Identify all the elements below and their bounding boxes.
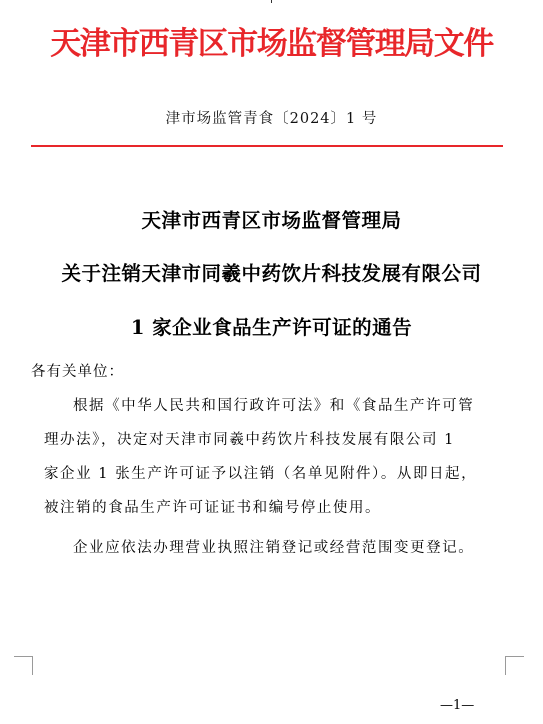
paragraph-1-line-3: 家企业 1 张生产许可证予以注销（名单见附件）。从即日起，: [44, 466, 478, 482]
crop-mark-bottom-left: [14, 656, 33, 675]
title-line-2: 关于注销天津市同羲中药饮片科技发展有限公司: [61, 262, 482, 285]
document-number: 津市场监管青食〔2024〕1 号: [165, 111, 378, 127]
issuer-red-header: 天津市西青区市场监督管理局文件: [50, 26, 493, 62]
paragraph-2: 企业应依法办理营业执照注销登记或经营范围变更登记。: [73, 540, 475, 556]
red-separator-line: [31, 145, 503, 147]
title-line-1: 天津市西青区市场监督管理局: [141, 209, 402, 232]
salutation: 各有关单位：: [31, 364, 124, 380]
top-margin-tick: [271, 0, 272, 3]
paragraph-1-line-2: 理办法》，决定对天津市同羲中药饮片科技发展有限公司 1: [44, 432, 455, 448]
page-number: —1—: [440, 698, 475, 713]
paragraph-1-line-4: 被注销的食品生产许可证证书和编号停止使用。: [44, 500, 382, 516]
paragraph-1-line-1: 根据《中华人民共和国行政许可法》和《食品生产许可管: [73, 398, 475, 414]
title-line-3: 1 家企业食品生产许可证的通告: [130, 316, 413, 339]
crop-mark-bottom-right: [505, 656, 524, 675]
